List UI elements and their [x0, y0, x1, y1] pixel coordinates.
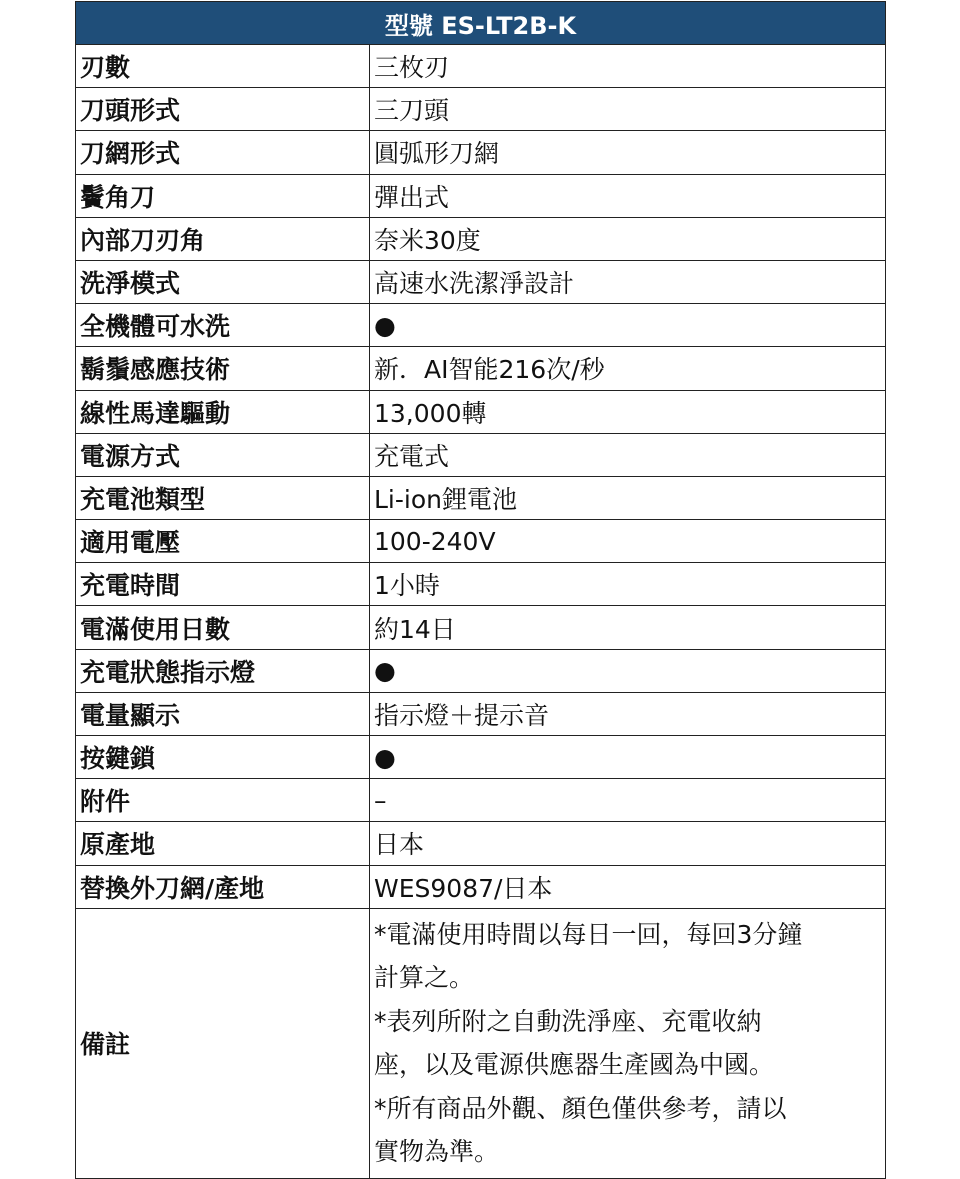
spec-value: – [370, 779, 886, 822]
spec-value: Li-ion鋰電池 [370, 476, 886, 519]
spec-value: 高速水洗潔淨設計 [370, 260, 886, 303]
spec-value: 13,000轉 [370, 390, 886, 433]
spec-row [76, 174, 886, 217]
notes-row [76, 908, 886, 1178]
spec-table [75, 1, 886, 1179]
spec-row [76, 390, 886, 433]
note-line: 座，以及電源供應器生產國為中國。 [374, 1050, 775, 1080]
spec-value: 奈米30度 [370, 217, 886, 260]
spec-label: 刀網形式 [76, 131, 370, 174]
note-line: *所有商品外觀、顏色僅供參考，請以 [374, 1093, 787, 1123]
spec-value: 1小時 [370, 563, 886, 606]
spec-value: 100-240V [370, 520, 886, 563]
spec-label: 鬢角刀 [76, 174, 370, 217]
spec-row [76, 563, 886, 606]
spec-label: 電量顯示 [76, 692, 370, 735]
spec-row [76, 45, 886, 88]
header-row [76, 2, 886, 45]
spec-row [76, 476, 886, 519]
spec-row [76, 520, 886, 563]
spec-value: ● [370, 649, 886, 692]
notes-label: 備註 [76, 908, 370, 1178]
spec-row [76, 779, 886, 822]
spec-value: ● [370, 304, 886, 347]
spec-row [76, 260, 886, 303]
spec-value: 三刀頭 [370, 88, 886, 131]
spec-row [76, 217, 886, 260]
spec-value: 指示燈＋提示音 [370, 692, 886, 735]
note-line: *電滿使用時間以每日一回，每回3分鐘 [374, 919, 803, 949]
spec-label: 刃數 [76, 45, 370, 88]
spec-row [76, 736, 886, 779]
spec-label: 適用電壓 [76, 520, 370, 563]
note-line: *表列所附之自動洗淨座、充電收納 [374, 1006, 762, 1036]
spec-label: 原產地 [76, 822, 370, 865]
spec-body [76, 45, 886, 1179]
spec-label: 替換外刀網/產地 [76, 865, 370, 908]
spec-label: 按鍵鎖 [76, 736, 370, 779]
spec-row [76, 347, 886, 390]
spec-row [76, 649, 886, 692]
notes-value [370, 908, 886, 1178]
spec-label: 電滿使用日數 [76, 606, 370, 649]
model-header: 型號 ES-LT2B-K [76, 2, 886, 45]
spec-label: 充電池類型 [76, 476, 370, 519]
spec-label: 洗淨模式 [76, 260, 370, 303]
spec-label: 刀頭形式 [76, 88, 370, 131]
spec-value: ● [370, 736, 886, 779]
spec-row [76, 692, 886, 735]
spec-label: 附件 [76, 779, 370, 822]
spec-row [76, 865, 886, 908]
spec-value: 日本 [370, 822, 886, 865]
spec-label: 全機體可水洗 [76, 304, 370, 347]
spec-value: WES9087/日本 [370, 865, 886, 908]
spec-value: 充電式 [370, 433, 886, 476]
spec-label: 充電時間 [76, 563, 370, 606]
spec-row [76, 822, 886, 865]
spec-label: 充電狀態指示燈 [76, 649, 370, 692]
spec-row [76, 131, 886, 174]
spec-row [76, 304, 886, 347]
spec-row [76, 606, 886, 649]
spec-row [76, 88, 886, 131]
spec-label: 線性馬達驅動 [76, 390, 370, 433]
spec-label: 鬍鬚感應技術 [76, 347, 370, 390]
spec-row [76, 433, 886, 476]
spec-label: 電源方式 [76, 433, 370, 476]
note-line: 實物為準。 [374, 1137, 500, 1167]
spec-value: 圓弧形刀網 [370, 131, 886, 174]
spec-value: 彈出式 [370, 174, 886, 217]
spec-value: 新．AI智能216次/秒 [370, 347, 886, 390]
spec-value: 三枚刃 [370, 45, 886, 88]
spec-label: 內部刀刃角 [76, 217, 370, 260]
spec-value: 約14日 [370, 606, 886, 649]
note-line: 計算之。 [374, 963, 475, 993]
